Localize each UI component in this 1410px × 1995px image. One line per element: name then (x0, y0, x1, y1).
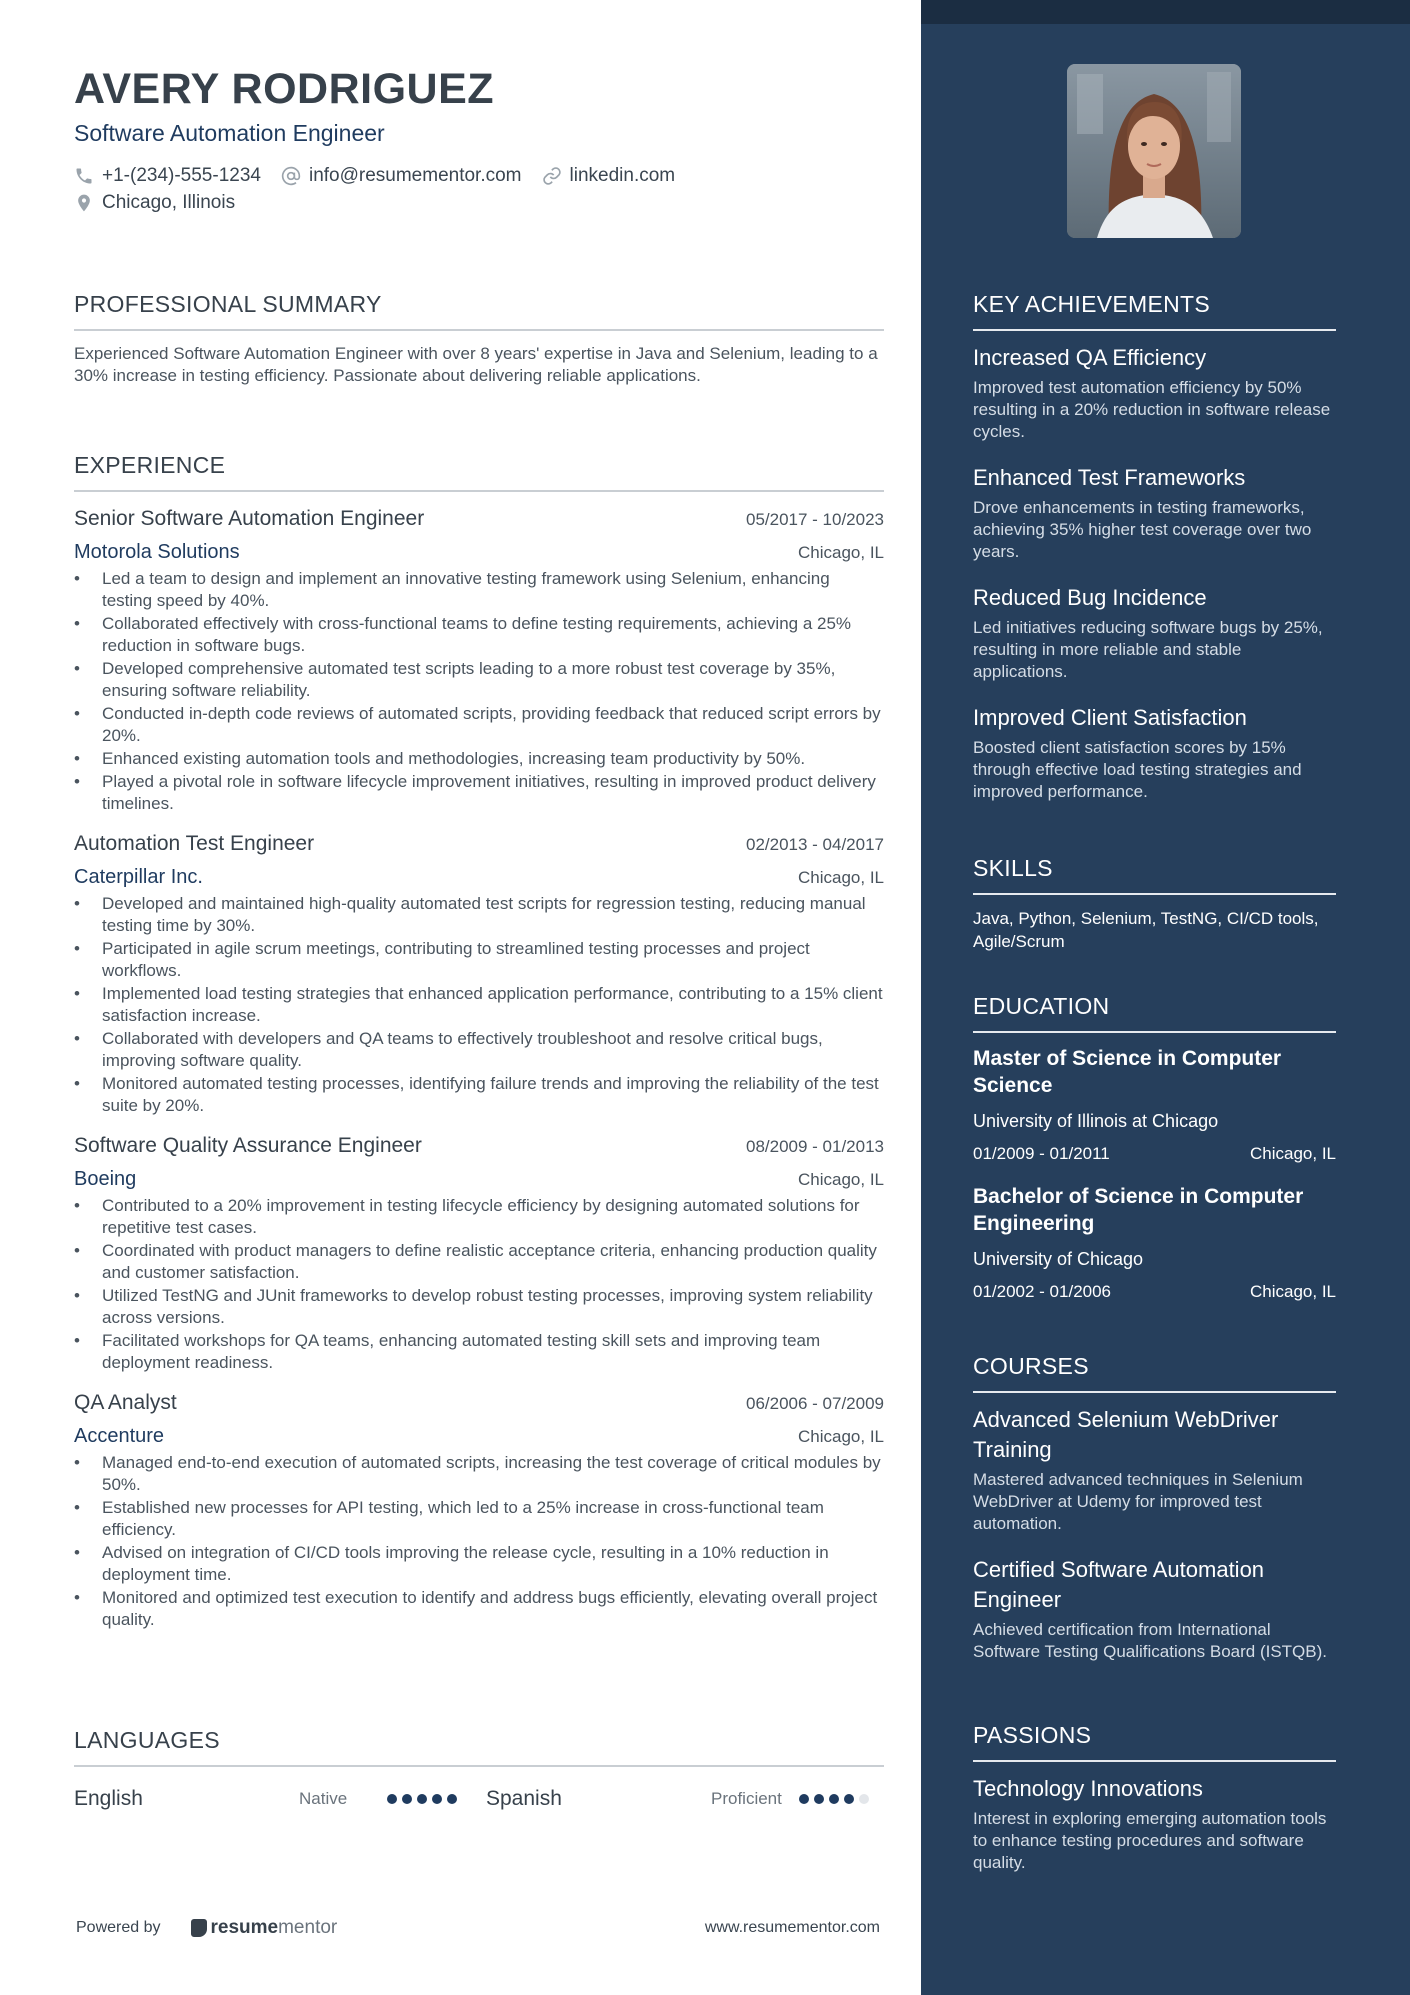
proficiency-dot-filled (844, 1794, 854, 1804)
summary-heading: PROFESSIONAL SUMMARY (74, 289, 884, 331)
bullet-item: • Monitored automated testing processes, identifying failure trends and improving the reliability of the test suite by 20%. (74, 1073, 884, 1117)
sidebar-top-bar (921, 0, 1410, 24)
job-location: Chicago, IL (798, 868, 884, 887)
achievement-title: Improved Client Satisfaction (973, 705, 1247, 730)
summary-text: Experienced Software Automation Engineer with over 8 years' expertise in Java and Selenium, leading to a 30% increase in testing efficiency. Passionate about delivering reliable applications. (74, 344, 878, 385)
job-role: Software Quality Assurance Engineer (74, 1134, 422, 1157)
phone-contact (74, 162, 261, 189)
achievements-heading: KEY ACHIEVEMENTS (973, 289, 1336, 331)
brand-logo[interactable] (191, 1917, 338, 1939)
bullet-item: • Monitored and optimized test execution to identify and address bugs efficiently, elevating overall project quality. (74, 1587, 884, 1631)
website-link[interactable]: www.resumementor.com (704, 1919, 880, 1936)
bullet-item: • Utilized TestNG and JUnit frameworks to develop robust testing processes, improving system reliability across versions. (74, 1285, 884, 1329)
achievement-title: Enhanced Test Frameworks (973, 465, 1246, 490)
brand-light: mentor (278, 1917, 338, 1938)
job-role: QA Analyst (74, 1391, 177, 1414)
job-entry (74, 1131, 884, 1374)
language-item (486, 1787, 884, 1811)
course-item (973, 1405, 1336, 1535)
bullet-item: • Enhanced existing automation tools and methodologies, increasing team productivity by 50%. (74, 748, 884, 770)
achievement-title: Increased QA Efficiency (973, 345, 1207, 370)
job-company: Caterpillar Inc. (74, 866, 203, 888)
proficiency-dot-filled (417, 1794, 427, 1804)
job-bullets (74, 1195, 884, 1374)
email-text: info@resumementor.com (308, 165, 522, 186)
passion-title: Technology Innovations (973, 1776, 1203, 1801)
candidate-name: AVERY RODRIGUEZ (74, 65, 495, 113)
experience-section (74, 450, 884, 1645)
language-name: English (74, 1787, 143, 1810)
proficiency-dot-filled (447, 1794, 457, 1804)
proficiency-dot-filled (387, 1794, 397, 1804)
job-company: Boeing (74, 1168, 137, 1190)
phone-icon (74, 166, 94, 186)
bullet-item: • Played a pivotal role in software lifecycle improvement initiatives, resulting in improved product delivery timelines. (74, 771, 884, 815)
portrait-image (1067, 64, 1241, 238)
resume-header (74, 62, 884, 216)
skills-section (973, 853, 1336, 953)
location-contact (74, 189, 235, 216)
at-sign-icon (281, 166, 301, 186)
linkedin-contact[interactable] (542, 162, 676, 189)
bullet-item: • Developed comprehensive automated test scripts leading to a more robust test coverage by 35%, ensuring software reliability. (74, 658, 884, 702)
passions-heading: PASSIONS (973, 1720, 1336, 1762)
linkedin-text: linkedin.com (569, 165, 676, 186)
proficiency-dot-filled (402, 1794, 412, 1804)
course-item (973, 1555, 1336, 1663)
bullet-item: • Led a team to design and implement an innovative testing framework using Selenium, enhancing testing speed by 40%. (74, 568, 884, 612)
education-heading: EDUCATION (973, 991, 1336, 1033)
bullet-item: • Implemented load testing strategies that enhanced application performance, contributing to a 15% client satisfaction increase. (74, 983, 884, 1027)
proficiency-dots (387, 1794, 457, 1804)
link-icon (542, 166, 562, 186)
phone-text: +1-(234)-555-1234 (102, 165, 261, 186)
brand-logo-icon (191, 1919, 207, 1937)
job-role: Automation Test Engineer (74, 832, 315, 855)
languages-heading: LANGUAGES (74, 1725, 884, 1767)
achievements-section (973, 289, 1336, 823)
education-item (973, 1183, 1336, 1303)
job-company: Motorola Solutions (74, 541, 240, 563)
education-school: University of Illinois at Chicago (973, 1111, 1219, 1131)
candidate-title: Software Automation Engineer (74, 120, 385, 146)
education-degree: Bachelor of Science in Computer Engineering (973, 1185, 1304, 1235)
job-dates: 06/2006 - 07/2009 (745, 1394, 884, 1413)
proficiency-dot-filled (814, 1794, 824, 1804)
job-entry (74, 1388, 884, 1631)
education-dates: 01/2009 - 01/2011 (973, 1144, 1110, 1163)
job-dates: 02/2013 - 04/2017 (745, 835, 884, 854)
location-text: Chicago, Illinois (102, 192, 236, 213)
achievement-desc: Improved test automation efficiency by 50% resulting in a 20% reduction in software release cycles. (973, 378, 1331, 441)
proficiency-dot-filled (432, 1794, 442, 1804)
languages-section (74, 1725, 884, 1819)
job-entry (74, 829, 884, 1117)
education-section (973, 991, 1336, 1321)
language-level: Proficient (711, 1789, 782, 1808)
proficiency-dot-filled (799, 1794, 809, 1804)
sidebar (921, 0, 1410, 1995)
bullet-item: • Collaborated effectively with cross-functional teams to define testing requirements, achieving a 25% reduction in software bugs. (74, 613, 884, 657)
courses-heading: COURSES (973, 1351, 1336, 1393)
course-desc: Achieved certification from International Software Testing Qualifications Board (ISTQB). (973, 1620, 1328, 1661)
bullet-item: • Contributed to a 20% improvement in testing lifecycle efficiency by designing automated solutions for repetitive test cases. (74, 1195, 884, 1239)
achievement-item (973, 463, 1336, 563)
achievement-desc: Boosted client satisfaction scores by 15% through effective load testing strategies and improved performance. (973, 738, 1302, 801)
courses-section (973, 1351, 1336, 1683)
job-bullets (74, 1452, 884, 1631)
course-desc: Mastered advanced techniques in Selenium WebDriver at Udemy for improved test automation. (973, 1470, 1303, 1533)
page-footer (76, 1917, 880, 1939)
achievement-item (973, 343, 1336, 443)
achievement-item (973, 703, 1336, 803)
contact-info (74, 162, 884, 216)
summary-section (74, 289, 884, 387)
achievement-item (973, 583, 1336, 683)
job-dates: 08/2009 - 01/2013 (745, 1137, 884, 1156)
job-company: Accenture (74, 1425, 165, 1447)
bullet-item: • Coordinated with product managers to define realistic acceptance criteria, enhancing production quality and customer satisfaction. (74, 1240, 884, 1284)
course-title: Advanced Selenium WebDriver Training (973, 1407, 1279, 1462)
job-role: Senior Software Automation Engineer (74, 507, 425, 530)
passions-section (973, 1720, 1336, 1894)
language-item (74, 1787, 472, 1811)
proficiency-dot-empty (859, 1794, 869, 1804)
achievement-desc: Led initiatives reducing software bugs by 25%, resulting in more reliable and stable applications. (973, 618, 1323, 681)
job-location: Chicago, IL (798, 1170, 884, 1189)
bullet-item: • Developed and maintained high-quality automated test scripts for regression testing, reducing manual testing time by 30%. (74, 893, 884, 937)
job-location: Chicago, IL (798, 543, 884, 562)
powered-by-label: Powered by (76, 1919, 161, 1936)
achievement-title: Reduced Bug Incidence (973, 585, 1207, 610)
education-location: Chicago, IL (1250, 1144, 1336, 1163)
map-pin-icon (74, 193, 94, 213)
bullet-item: • Established new processes for API testing, which led to a 25% increase in cross-functional team efficiency. (74, 1497, 884, 1541)
bullet-item: • Participated in agile scrum meetings, contributing to streamlined testing processes and project workflows. (74, 938, 884, 982)
course-title: Certified Software Automation Engineer (973, 1557, 1265, 1612)
experience-heading: EXPERIENCE (74, 450, 884, 492)
language-level: Native (299, 1789, 348, 1808)
bullet-item: • Collaborated with developers and QA teams to effectively troubleshoot and resolve critical bugs, improving software quality. (74, 1028, 884, 1072)
skills-list: Java, Python, Selenium, TestNG, CI/CD tools, Agile/Scrum (973, 909, 1319, 951)
bullet-item: • Managed end-to-end execution of automated scripts, increasing the test coverage of critical modules by 50%. (74, 1452, 884, 1496)
language-name: Spanish (486, 1787, 562, 1810)
education-item (973, 1045, 1336, 1165)
passion-desc: Interest in exploring emerging automation tools to enhance testing procedures and software quality. (973, 1809, 1327, 1872)
job-dates: 05/2017 - 10/2023 (745, 510, 884, 529)
education-school: University of Chicago (973, 1249, 1144, 1269)
profile-photo (1067, 64, 1241, 238)
job-bullets (74, 568, 884, 815)
education-degree: Master of Science in Computer Science (973, 1047, 1282, 1097)
job-entry (74, 504, 884, 815)
proficiency-dot-filled (829, 1794, 839, 1804)
job-location: Chicago, IL (798, 1427, 884, 1446)
passion-item (973, 1774, 1336, 1874)
bullet-item: • Advised on integration of CI/CD tools improving the release cycle, resulting in a 10% reduction in deployment time. (74, 1542, 884, 1586)
powered-by (76, 1917, 337, 1939)
brand-bold: resume (210, 1917, 279, 1938)
education-location: Chicago, IL (1250, 1282, 1336, 1301)
bullet-item: • Facilitated workshops for QA teams, enhancing automated testing skill sets and improving team deployment readiness. (74, 1330, 884, 1374)
achievement-desc: Drove enhancements in testing frameworks, achieving 35% higher test coverage over two years. (973, 498, 1312, 561)
job-bullets (74, 893, 884, 1117)
skills-heading: SKILLS (973, 853, 1336, 895)
email-contact[interactable] (281, 162, 522, 189)
proficiency-dots (799, 1794, 869, 1804)
bullet-item: • Conducted in-depth code reviews of automated scripts, providing feedback that reduced script errors by 20%. (74, 703, 884, 747)
education-dates: 01/2002 - 01/2006 (973, 1282, 1112, 1301)
